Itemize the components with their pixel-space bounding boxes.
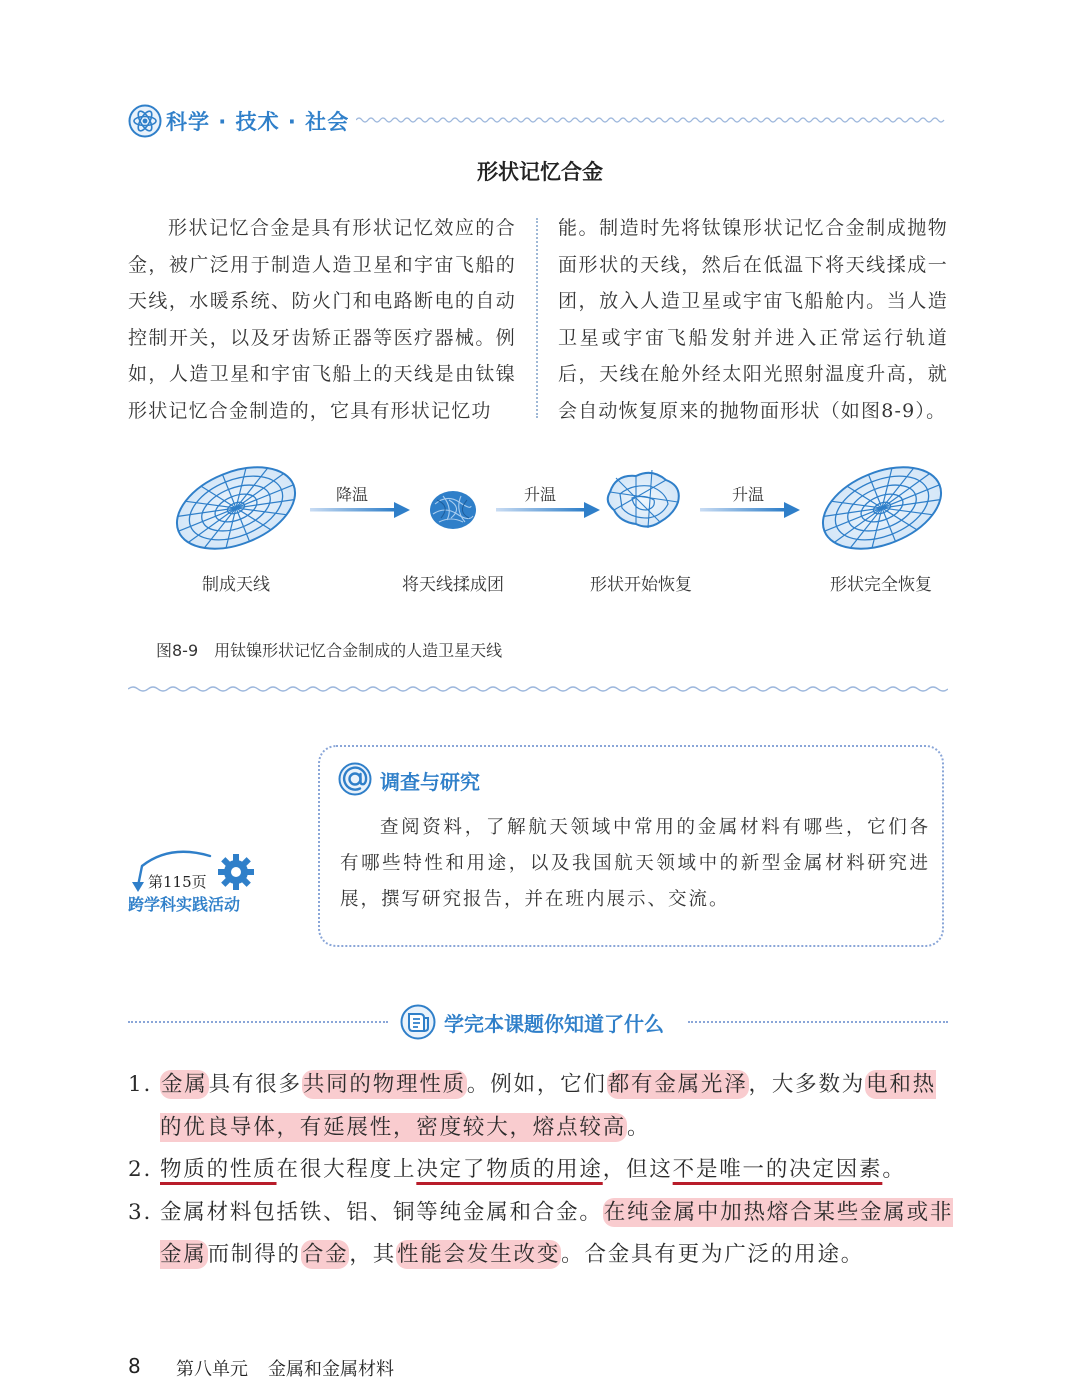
summary-text: 在很大程度上 <box>276 1157 417 1182</box>
highlighted-text: 性能会发生改变 <box>397 1242 561 1267</box>
summary-text: 。 <box>627 1114 651 1140</box>
summary-item-number: 2. <box>128 1157 153 1182</box>
summary-item-number: 3. <box>128 1199 153 1225</box>
underlined-text: 物质的性质 <box>160 1157 277 1182</box>
arrow-label-cooling: 降温 <box>336 485 369 504</box>
summary-item <box>128 1149 958 1192</box>
summary-text: ，大多数为 <box>748 1072 866 1097</box>
summary-text: 。合金具有更为广泛的用途。 <box>561 1242 865 1267</box>
summary-text: 而制得的 <box>207 1242 301 1267</box>
underlined-text: 决定了物质的用途 <box>416 1157 603 1182</box>
highlighted-text: 电和热的优良导体，有延展性，密度较大，熔点较高 <box>160 1072 936 1140</box>
highlighted-text: 金属 <box>161 1072 208 1097</box>
arrow-label-heating-2: 升温 <box>732 485 765 504</box>
article-title: 形状记忆合金 <box>477 160 603 184</box>
figure-wave-divider <box>128 684 948 694</box>
summary-list <box>128 1064 958 1277</box>
crumpled-antenna-icon <box>430 491 476 529</box>
summary-dotted-line-right <box>688 1021 948 1023</box>
stage-label-partial: 形状开始恢复 <box>590 575 692 595</box>
underlined-text: 不是唯一的决定因素 <box>672 1157 883 1182</box>
column-divider <box>536 218 538 418</box>
arrow-label-heating-1: 升温 <box>524 485 557 504</box>
footer-unit-title: 金属和金属材料 <box>268 1359 394 1380</box>
figure-caption-text: 用钛镍形状记忆合金制成的人造卫星天线 <box>214 641 503 660</box>
side-note-page-ref[interactable]: 第115页 <box>148 873 207 891</box>
highlighted-text: 合金 <box>301 1242 349 1267</box>
section-title: 科学 · 技术 · 社会 <box>166 110 350 134</box>
highlighted-text: 都有金属光泽 <box>607 1072 748 1097</box>
summary-text: ，其 <box>349 1242 397 1267</box>
summary-dotted-line-left <box>128 1021 388 1023</box>
figure-caption-number: 图8-9 <box>156 641 199 660</box>
figure-antenna-stages <box>128 450 948 560</box>
restored-dish-antenna-icon <box>811 451 948 560</box>
side-note-label[interactable]: 跨学科实践活动 <box>128 895 241 914</box>
summary-item <box>128 1192 958 1277</box>
summary-text: ，但这 <box>602 1157 673 1182</box>
article-left-column: 形状记忆合金是具有形状记忆效应的合金，被广泛用于制造人造卫星和宇宙飞船的天线，水暖系统、防火门和电路断电的自动控制开关，以及牙齿矫正器等医疗器械。例如，人造卫星和宇宙飞船上的天线是由钛镍形状记忆合金制造的，它具有形状记忆功 <box>128 217 516 422</box>
summary-item <box>128 1064 958 1149</box>
summary-text: 具有很多 <box>208 1072 302 1097</box>
stage-label-crumpled: 将天线揉成团 <box>402 575 504 595</box>
summary-item-number: 1. <box>128 1072 153 1097</box>
partial-antenna-icon <box>608 470 679 528</box>
dish-antenna-icon <box>165 451 307 560</box>
summary-text: 金属材料包括铁、铝、铜等纯金属和合金。 <box>160 1199 603 1225</box>
page-number: 8 <box>128 1354 141 1378</box>
article-right-column: 能。制造时先将钛镍形状记忆合金制成抛物面形状的天线，然后在低温下将天线揉成一团，放入人造卫星或宇宙飞船舱内。当人造卫星或宇宙飞船发射并进入正常运行轨道后，天线在舱外经太阳光照射温度升高，就会自动恢复原来的抛物面形状（如图8-9）。 <box>558 217 948 422</box>
stage-label-made: 制成天线 <box>202 575 270 595</box>
research-title: 调查与研究 <box>380 770 480 794</box>
highlighted-text: 在纯金属中加热熔合某些金属或非金属 <box>160 1199 954 1267</box>
footer-unit <box>176 1355 394 1381</box>
research-text: 查阅资料，了解航天领域中常用的金属材料有哪些，它们各有哪些特性和用途，以及我国航天领域中的新型金属材料研究进展，撰写研究报告，并在班内展示、交流。 <box>340 817 930 910</box>
summary-text: 。例如，它们 <box>466 1072 607 1097</box>
atom-icon <box>128 104 162 138</box>
footer-unit-number: 第八单元 <box>176 1359 248 1380</box>
at-research-icon <box>338 762 372 796</box>
book-summary-icon <box>400 1004 436 1040</box>
summary-title: 学完本课题你知道了什么 <box>444 1012 664 1036</box>
stage-label-restored: 形状完全恢复 <box>830 575 932 595</box>
figure-caption <box>156 638 502 661</box>
highlighted-text: 共同的物理性质 <box>302 1072 466 1097</box>
section-wave-divider <box>356 115 948 125</box>
summary-text: 。 <box>882 1157 906 1182</box>
